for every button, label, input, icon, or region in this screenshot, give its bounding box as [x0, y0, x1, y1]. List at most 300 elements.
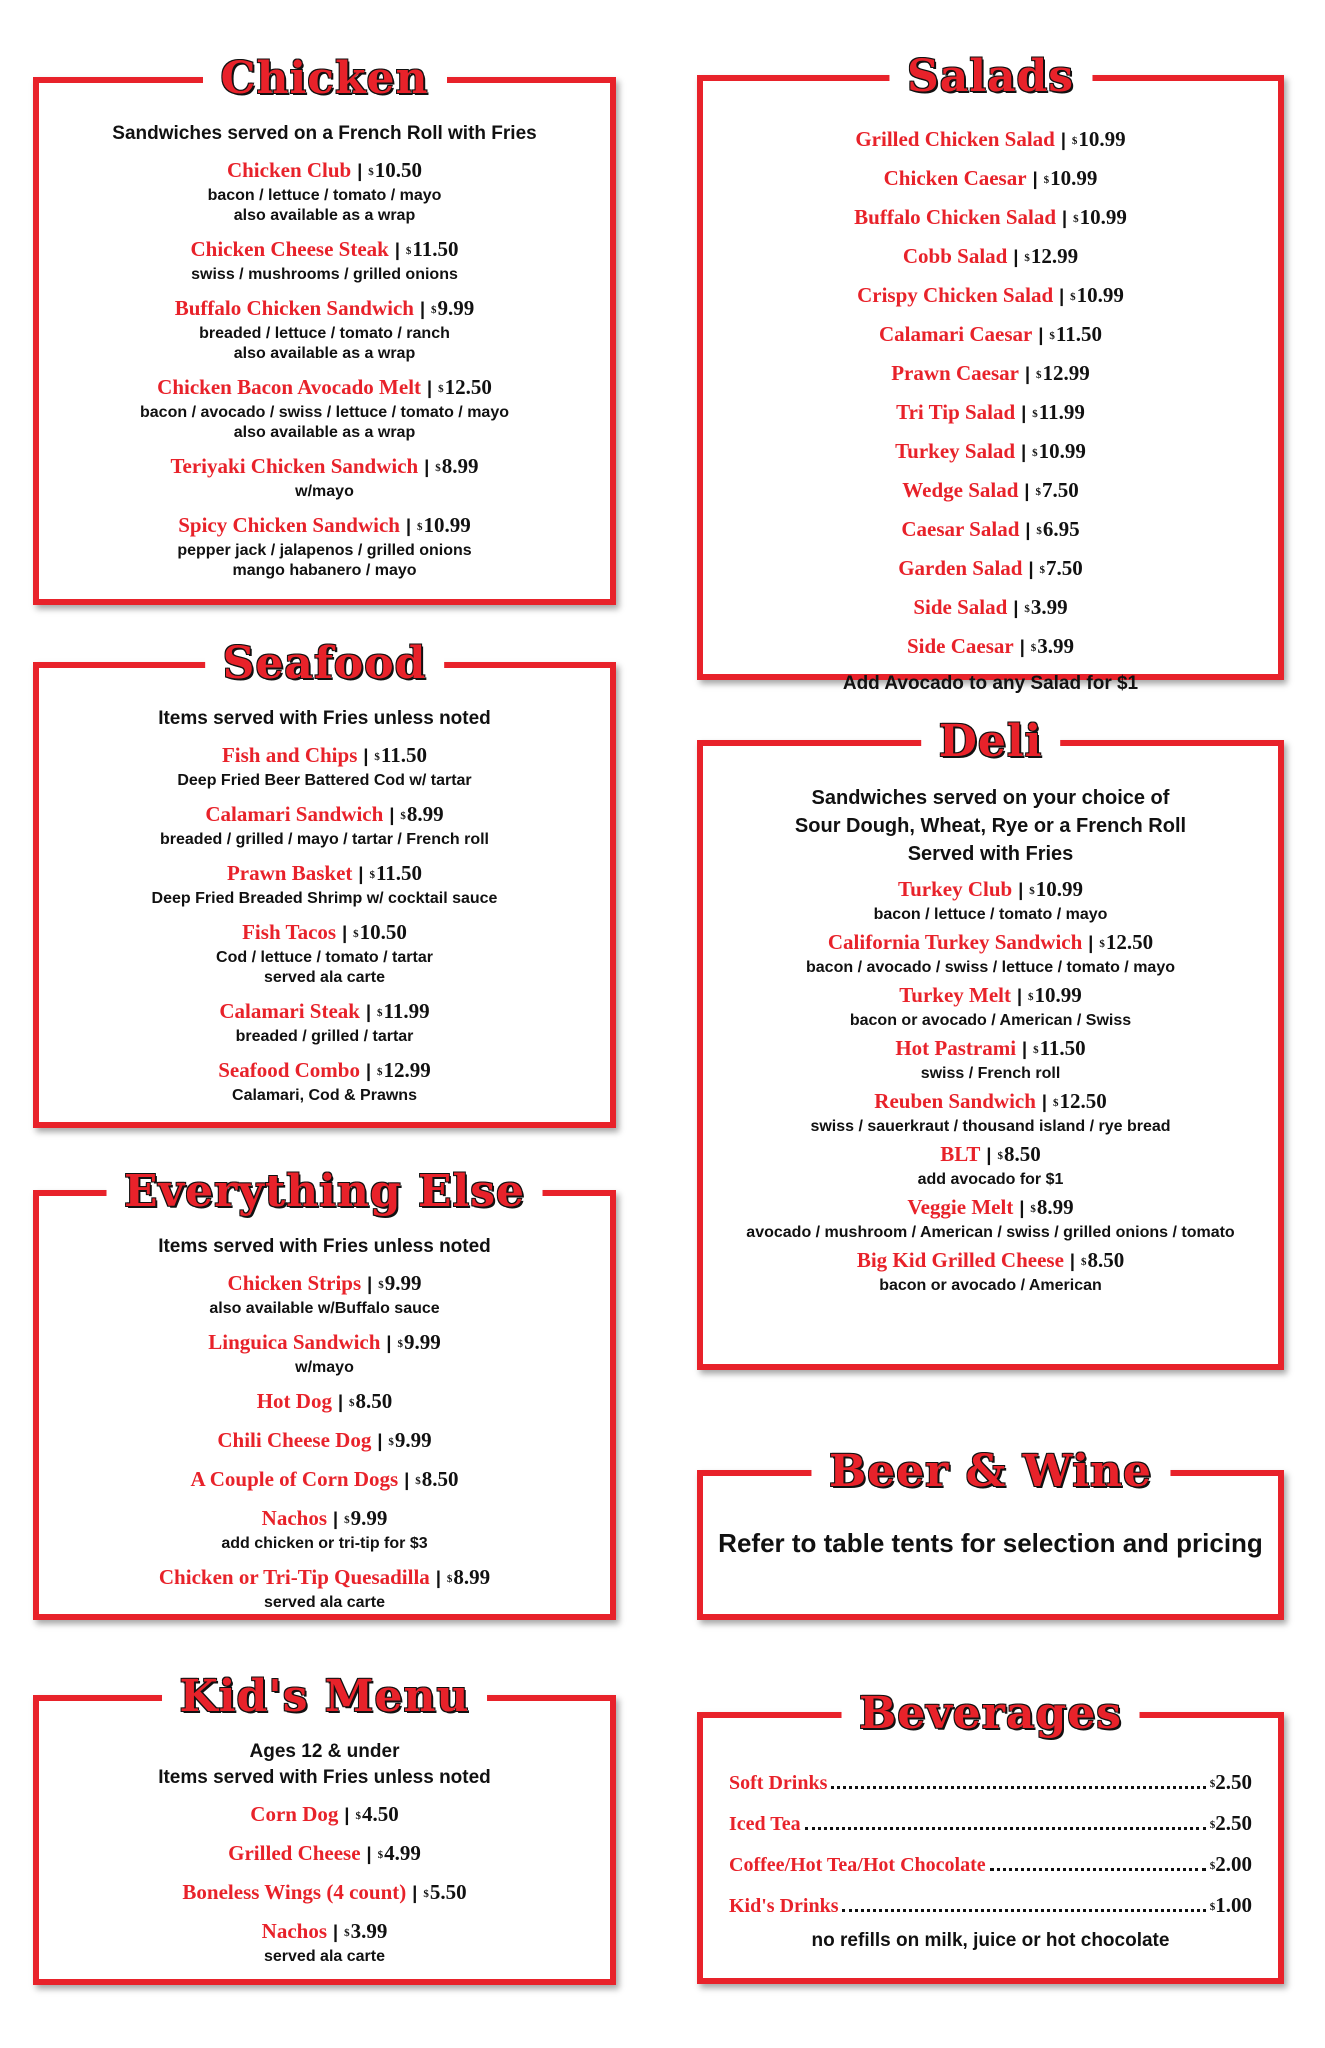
item-name: Linguica Sandwich: [208, 1330, 381, 1354]
item-description: served ala carte: [264, 1594, 385, 1611]
item-name: Crispy Chicken Salad: [857, 283, 1054, 307]
currency-symbol: $: [1209, 1860, 1216, 1872]
item-line: [39, 374, 610, 403]
price-value: 11.50: [412, 237, 459, 261]
item-price: [438, 375, 492, 399]
item-name: Corn Dog: [250, 1802, 339, 1826]
price-value: 11.50: [380, 743, 428, 767]
item-line: [39, 236, 610, 265]
item-description: w/mayo: [295, 483, 354, 500]
item-price: [415, 1467, 458, 1491]
price-value: 3.99: [350, 1919, 388, 1943]
chicken-items: [39, 157, 610, 581]
separator: |: [1059, 286, 1065, 306]
menu-item-teriyaki-chicken-sandwich: [39, 453, 610, 502]
menu-item-turkey-melt: [703, 982, 1278, 1031]
item-price: [1049, 322, 1102, 346]
price-value: 10.99: [423, 513, 471, 537]
price-value: 10.99: [1038, 439, 1086, 463]
kids-intro-age: Ages 12 & under: [249, 1741, 400, 1762]
currency-symbol: $: [1073, 213, 1079, 225]
seafood-items: [39, 742, 610, 1106]
price-value: 6.95: [1042, 517, 1080, 541]
currency-symbol: $: [446, 1573, 453, 1585]
price-value: 11.50: [1039, 1036, 1086, 1060]
seafood-content: [39, 706, 610, 1106]
currency-symbol: $: [1024, 603, 1030, 615]
everything-else-section: [33, 1166, 616, 1620]
item-name: Seafood Combo: [218, 1058, 360, 1082]
separator: |: [405, 516, 412, 536]
beverages-content: [729, 1762, 1252, 1952]
menu-item-chicken-club: [39, 157, 610, 226]
item-price: [417, 513, 471, 537]
item-price: [1073, 205, 1127, 229]
price-value: 3.99: [1037, 634, 1075, 658]
item-line: [39, 1329, 610, 1358]
separator: |: [1024, 481, 1030, 501]
currency-symbol: $: [1029, 885, 1035, 897]
menu-item-chicken-caesar: [703, 160, 1278, 199]
menu-item-caesar-salad: [703, 511, 1278, 550]
item-name: Chicken Cheese Steak: [190, 237, 389, 261]
menu-item-nachos: [39, 1918, 610, 1967]
item-description: w/mayo: [295, 1359, 354, 1376]
salad-items: [703, 121, 1278, 667]
item-description: also available as a wrap: [233, 207, 416, 224]
chicken-section: [33, 53, 616, 605]
price-value: 8.99: [1036, 1195, 1074, 1219]
item-line: [39, 1427, 610, 1456]
currency-symbol: $: [368, 166, 374, 178]
currency-symbol: $: [435, 462, 441, 474]
price-value: 9.99: [403, 1330, 441, 1354]
item-description: bacon / lettuce / tomato / mayo: [207, 187, 442, 204]
currency-symbol: $: [1039, 564, 1046, 576]
menu-item-prawn-caesar: [703, 355, 1278, 394]
item-description: swiss / sauerkraut / thousand island / rye bread: [810, 1118, 1171, 1135]
item-name: Nachos: [261, 1506, 328, 1530]
item-price: [1210, 1762, 1252, 1802]
price-value: 10.99: [1076, 283, 1124, 307]
salads-section: [697, 51, 1284, 694]
item-line: [703, 1141, 1278, 1170]
menu-item-buffalo-chicken-sandwich: [39, 295, 610, 364]
item-description: pepper jack / jalapenos / grilled onions: [177, 542, 472, 559]
separator: |: [1021, 442, 1027, 462]
menu-item-fish-and-chips: [39, 742, 610, 791]
currency-symbol: $: [388, 1436, 394, 1448]
item-name: A Couple of Corn Dogs: [190, 1467, 399, 1491]
price-value: 2.50: [1215, 1770, 1252, 1794]
currency-symbol: $: [1024, 252, 1030, 264]
item-line: [39, 919, 610, 948]
menu-item-grilled-chicken-salad: [703, 121, 1278, 160]
item-name: Chicken Bacon Avocado Melt: [157, 375, 422, 399]
currency-symbol: $: [1032, 447, 1038, 459]
item-description: also available as a wrap: [233, 345, 416, 362]
item-line: [39, 512, 610, 541]
separator: |: [337, 1392, 344, 1412]
item-line: [703, 394, 1278, 433]
price-value: 9.99: [350, 1506, 388, 1530]
currency-symbol: $: [1071, 135, 1078, 147]
item-description: Deep Fried Breaded Shrimp w/ cocktail sauce: [151, 890, 498, 907]
item-description: Calamari, Cod & Prawns: [232, 1087, 417, 1104]
menu-item-corn-dog: [39, 1801, 610, 1830]
item-description: add chicken or tri-tip for $3: [221, 1535, 428, 1552]
deli-title: Deli: [921, 714, 1061, 770]
item-line: [703, 982, 1278, 1011]
currency-symbol: $: [1070, 291, 1076, 303]
item-description: breaded / lettuce / tomato / ranch: [199, 325, 450, 342]
menu-item-hot-dog: [39, 1388, 610, 1417]
item-line: [39, 157, 610, 186]
menu-item-nachos: [39, 1505, 610, 1554]
currency-symbol: $: [344, 1514, 350, 1526]
item-description: bacon / avocado / swiss / lettuce / tomato / mayo: [806, 959, 1175, 976]
price-value: 10.99: [1079, 205, 1127, 229]
currency-symbol: $: [374, 751, 380, 763]
everything-else-items: [39, 1270, 610, 1613]
item-price: [1072, 127, 1126, 151]
item-price: [397, 1330, 440, 1354]
separator: |: [367, 1274, 373, 1294]
currency-symbol: $: [344, 1927, 350, 1939]
menu-item-turkey-salad: [703, 433, 1278, 472]
currency-symbol: $: [1043, 174, 1050, 186]
item-description: also available w/Buffalo sauce: [209, 1300, 440, 1317]
item-price: [1032, 439, 1086, 463]
separator: |: [344, 1805, 350, 1825]
separator: |: [1038, 325, 1044, 345]
item-name: Calamari Caesar: [878, 322, 1033, 346]
price-value: 10.50: [359, 920, 407, 944]
item-line: [39, 1388, 610, 1417]
menu-item-boneless-wings-4-count: [39, 1879, 610, 1908]
item-line: [703, 1088, 1278, 1117]
currency-symbol: $: [1030, 642, 1037, 654]
item-price: [400, 802, 443, 826]
separator: |: [365, 1061, 372, 1081]
currency-symbol: $: [1099, 938, 1105, 950]
item-name: Grilled Cheese: [228, 1841, 361, 1865]
currency-symbol: $: [355, 1810, 361, 1822]
price-value: 7.50: [1041, 478, 1079, 502]
item-description: avocado / mushroom / American / swiss / grilled onions / tomato: [746, 1224, 1235, 1241]
item-name: Teriyaki Chicken Sandwich: [170, 454, 419, 478]
item-line: [39, 1505, 610, 1534]
currency-symbol: $: [1209, 1901, 1216, 1913]
separator: |: [1018, 880, 1024, 900]
separator: |: [366, 1844, 372, 1864]
item-price: [355, 1802, 398, 1826]
beverages-section: [697, 1688, 1284, 1984]
price-value: 10.50: [374, 158, 423, 182]
beverage-kid-s-drinks: [729, 1885, 1252, 1926]
separator: |: [424, 457, 430, 477]
separator: |: [1025, 520, 1031, 540]
kids-intro-fries: Items served with Fries unless noted: [158, 1767, 491, 1788]
item-description: swiss / French roll: [920, 1065, 1061, 1082]
beverage-items: [729, 1762, 1252, 1926]
menu-item-spicy-chicken-sandwich: [39, 512, 610, 581]
item-name: Hot Dog: [256, 1389, 332, 1413]
beverage-iced-tea: [729, 1803, 1252, 1844]
item-price: [1029, 877, 1083, 901]
item-line: [703, 238, 1278, 277]
item-price: [1053, 1089, 1107, 1113]
price-value: 9.99: [384, 1271, 422, 1295]
currency-symbol: $: [397, 1338, 403, 1350]
menu-item-turkey-club: [703, 876, 1278, 925]
item-name: Prawn Basket: [226, 861, 353, 885]
separator: |: [358, 864, 364, 884]
menu-item-chicken-or-tri-tip-quesadilla: [39, 1564, 610, 1613]
item-name: Buffalo Chicken Salad: [854, 205, 1057, 229]
item-line: [39, 742, 610, 771]
salads-title: Salads: [889, 49, 1092, 105]
currency-symbol: $: [377, 1849, 384, 1861]
beverage-soft-drinks: [729, 1762, 1252, 1803]
item-price: [1035, 478, 1078, 502]
menu-item-a-couple-of-corn-dogs: [39, 1466, 610, 1495]
item-line: [703, 199, 1278, 238]
item-name: Hot Pastrami: [895, 1036, 1017, 1060]
item-description: served ala carte: [264, 969, 385, 986]
item-name: Caesar Salad: [901, 517, 1020, 541]
price-value: 5.50: [429, 1880, 467, 1904]
item-description: swiss / mushrooms / grilled onions: [191, 266, 458, 283]
item-name: Fish Tacos: [242, 920, 337, 944]
item-line: [39, 1918, 610, 1947]
item-price: [1024, 595, 1067, 619]
item-line: [703, 511, 1278, 550]
separator: |: [1088, 933, 1094, 953]
item-description: bacon / avocado / swiss / lettuce / tomato / mayo: [140, 404, 509, 421]
item-price: [1044, 166, 1098, 190]
currency-symbol: $: [417, 521, 423, 533]
menu-item-calamari-steak: [39, 998, 610, 1047]
item-name: Nachos: [261, 1919, 328, 1943]
beer-wine-text: Refer to table tents for selection and pricing: [718, 1528, 1263, 1558]
item-price: [431, 296, 474, 320]
menu-item-calamari-sandwich: [39, 801, 610, 850]
everything-else-title: Everything Else: [106, 1164, 543, 1220]
item-name: Boneless Wings (4 count): [182, 1880, 407, 1904]
item-line: [703, 355, 1278, 394]
item-price: [1040, 556, 1083, 580]
currency-symbol: $: [431, 304, 437, 316]
separator: |: [342, 923, 348, 943]
separator: |: [412, 1883, 418, 1903]
separator: |: [1060, 130, 1066, 150]
item-description: served ala carte: [264, 1948, 385, 1965]
item-name: Tri Tip Salad: [896, 400, 1016, 424]
kids-content: [39, 1739, 610, 1967]
item-name: Veggie Melt: [907, 1195, 1014, 1219]
price-value: 8.99: [441, 454, 479, 478]
deli-intro-3: Served with Fries: [907, 843, 1074, 865]
item-line: [703, 589, 1278, 628]
item-description: also available as a wrap: [233, 424, 416, 441]
currency-symbol: $: [1052, 1097, 1059, 1109]
item-line: [39, 1879, 610, 1908]
item-name: Chili Cheese Dog: [217, 1428, 372, 1452]
price-value: 12.99: [1042, 361, 1090, 385]
separator: |: [986, 1145, 992, 1165]
item-price: [997, 1142, 1040, 1166]
item-line: [39, 295, 610, 324]
menu-item-crispy-chicken-salad: [703, 277, 1278, 316]
item-name: Prawn Caesar: [891, 361, 1019, 385]
item-name: Turkey Club: [898, 877, 1013, 901]
deli-section: [697, 716, 1284, 1370]
separator: |: [363, 746, 369, 766]
item-price: [423, 1880, 466, 1904]
item-line: [39, 1466, 610, 1495]
price-value: 10.99: [1050, 166, 1098, 190]
deli-intro-1: Sandwiches served on your choice of: [811, 787, 1170, 809]
item-price: [1081, 1248, 1124, 1272]
menu-item-buffalo-chicken-salad: [703, 199, 1278, 238]
item-description: Deep Fried Beer Battered Cod w/ tartar: [177, 772, 472, 789]
currency-symbol: $: [377, 1007, 383, 1019]
item-name: Chicken Strips: [227, 1271, 362, 1295]
separator: |: [365, 1002, 372, 1022]
currency-symbol: $: [1209, 1819, 1216, 1831]
item-price: [353, 920, 407, 944]
price-value: 4.50: [361, 1802, 399, 1826]
beverage-name: Coffee/Hot Tea/Hot Chocolate: [729, 1854, 986, 1876]
beverages-title: Beverages: [841, 1686, 1140, 1742]
separator: |: [1019, 637, 1025, 657]
menu-item-big-kid-grilled-cheese: [703, 1247, 1278, 1296]
price-value: 12.99: [1030, 244, 1079, 268]
separator: |: [1013, 598, 1019, 618]
beverage-name: Kid's Drinks: [729, 1895, 839, 1917]
separator: |: [386, 1333, 392, 1353]
separator: |: [404, 1470, 410, 1490]
salads-content: [703, 121, 1278, 695]
price-value: 12.50: [444, 375, 492, 399]
item-line: [703, 1247, 1278, 1276]
item-description: breaded / grilled / tartar: [235, 1028, 414, 1045]
beer-wine-section: [697, 1446, 1284, 1620]
separator: |: [389, 805, 395, 825]
item-name: Side Caesar: [906, 634, 1014, 658]
price-value: 11.50: [375, 861, 423, 885]
item-name: Turkey Melt: [899, 983, 1011, 1007]
menu-item-chicken-cheese-steak: [39, 236, 610, 285]
beverage-coffee-hot-tea-hot-chocolate: [729, 1844, 1252, 1885]
chicken-title: Chicken: [203, 51, 447, 107]
item-price: [1031, 634, 1074, 658]
price-value: 1.00: [1215, 1893, 1252, 1917]
price-value: 2.00: [1215, 1852, 1252, 1876]
price-value: 3.99: [1030, 595, 1068, 619]
item-name: Chicken Caesar: [883, 166, 1027, 190]
menu-item-garden-salad: [703, 550, 1278, 589]
item-price: [344, 1919, 387, 1943]
price-value: 10.99: [1078, 127, 1126, 151]
price-value: 11.99: [1038, 400, 1085, 424]
price-value: 2.50: [1215, 1811, 1252, 1835]
deli-items: [703, 876, 1278, 1296]
item-price: [378, 1841, 421, 1865]
item-price: [1036, 517, 1079, 541]
item-description: bacon / lettuce / tomato / mayo: [873, 906, 1108, 923]
menu-item-fish-tacos: [39, 919, 610, 988]
item-name: Big Kid Grilled Cheese: [856, 1248, 1064, 1272]
separator: |: [1032, 169, 1038, 189]
item-price: [435, 454, 478, 478]
currency-symbol: $: [1049, 330, 1055, 342]
item-line: [703, 472, 1278, 511]
item-line: [703, 1194, 1278, 1223]
menu-item-chicken-strips: [39, 1270, 610, 1319]
item-price: [1024, 244, 1078, 268]
deli-content: [703, 784, 1278, 1296]
item-price: [377, 1058, 431, 1082]
item-price: [1099, 930, 1153, 954]
menu-item-chicken-bacon-avocado-melt: [39, 374, 610, 443]
price-value: 8.50: [421, 1467, 459, 1491]
price-value: 11.50: [1055, 322, 1103, 346]
separator: |: [435, 1568, 441, 1588]
item-price: [1210, 1885, 1252, 1925]
item-price: [377, 999, 430, 1023]
item-price: [368, 158, 422, 182]
separator: |: [377, 1431, 383, 1451]
menu-item-cobb-salad: [703, 238, 1278, 277]
salads-footer: Add Avocado to any Salad for $1: [842, 673, 1139, 694]
currency-symbol: $: [1035, 486, 1041, 498]
currency-symbol: $: [1036, 369, 1042, 381]
currency-symbol: $: [997, 1150, 1003, 1162]
item-line: [703, 929, 1278, 958]
menu-item-seafood-combo: [39, 1057, 610, 1106]
menu-item-tri-tip-salad: [703, 394, 1278, 433]
item-price: [388, 1428, 431, 1452]
item-line: [703, 550, 1278, 589]
item-description: add avocado for $1: [917, 1171, 1064, 1188]
currency-symbol: $: [400, 810, 406, 822]
item-line: [703, 121, 1278, 160]
seafood-intro: Items served with Fries unless noted: [158, 708, 491, 729]
item-price: [349, 1389, 392, 1413]
item-price: [1070, 283, 1124, 307]
price-value: 9.99: [437, 296, 475, 320]
kids-title: Kid's Menu: [162, 1669, 488, 1725]
item-line: [703, 628, 1278, 667]
item-name: Cobb Salad: [902, 244, 1008, 268]
menu-item-prawn-basket: [39, 860, 610, 909]
item-name: Grilled Chicken Salad: [855, 127, 1055, 151]
currency-symbol: $: [1033, 1044, 1039, 1056]
deli-intro-2: Sour Dough, Wheat, Rye or a French Roll: [794, 815, 1187, 837]
price-value: 7.50: [1046, 556, 1083, 580]
item-name: Calamari Sandwich: [205, 802, 384, 826]
separator: |: [394, 240, 400, 260]
separator: |: [427, 378, 433, 398]
item-name: California Turkey Sandwich: [827, 930, 1083, 954]
item-price: [406, 237, 459, 261]
item-line: [703, 160, 1278, 199]
item-line: [703, 277, 1278, 316]
item-price: [1210, 1803, 1252, 1843]
item-name: Side Salad: [913, 595, 1008, 619]
